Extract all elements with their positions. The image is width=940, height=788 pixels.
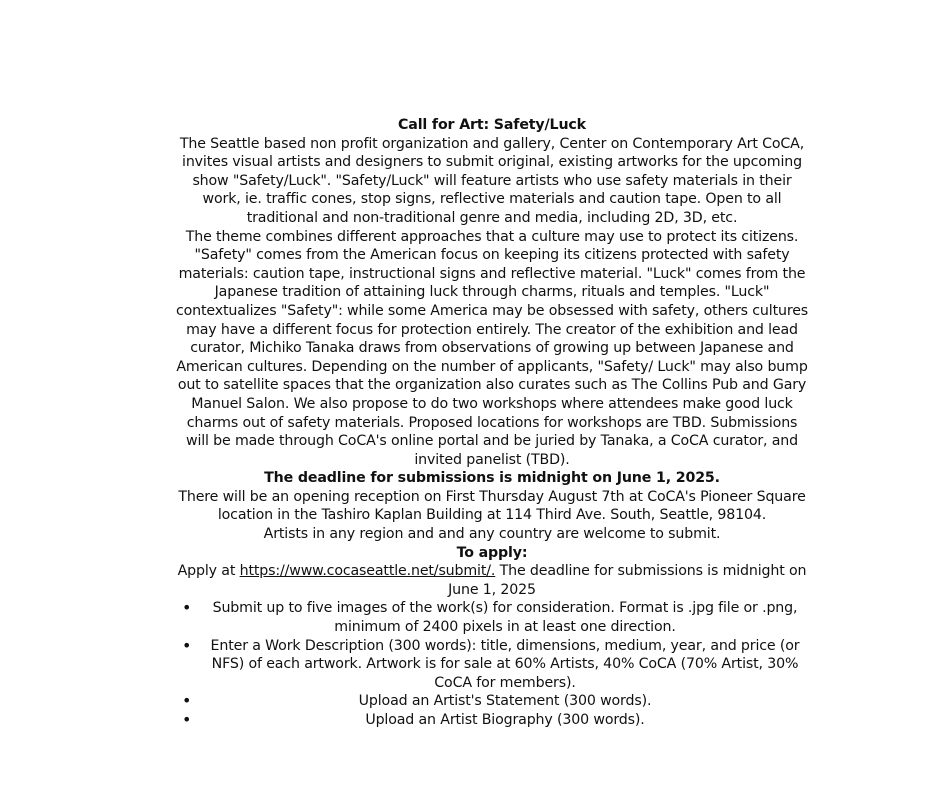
requirement-item-images: • Submit up to five images of the work(s) for consideration. Format is .jpg file or .png, minimum of 2400 pixels in at least one direction. — [174, 599, 810, 636]
call-for-art-document — [174, 116, 810, 730]
apply-paragraph — [174, 562, 810, 599]
requirement-item-statement: • Upload an Artist's Statement (300 words). — [174, 692, 810, 711]
requirement-item-biography: • Upload an Artist Biography (300 words). — [174, 711, 810, 730]
theme-paragraph: The theme combines different approaches that a culture may use to protect its citizens. "Safety" comes from the American focus on keeping its citizens protected with safety materials: caution tape, instructional signs and reflective material. "Luck" comes from the Japanese tradition of attaining luck through charms, rituals and temples. "Luck" contextualizes "Safety": while some America may be obsessed with safety, others cultures may have a different focus for protection entirely. The creator of the exhibition and lead curator, Michiko Tanaka draws from observations of growing up between Japanese and American cultures. Depending on the number of applicants, "Safety/ Luck" may also bump out to satellite spaces that the organization also curates such as The Collins Pub and Gary Manuel Salon. We also propose to do two workshops where attendees make good luck charms out of safety materials. Proposed locations for workshops are TBD. Submissions will be made through CoCA's online portal and be juried by Tanaka, a CoCA curator, and invited panelist (TBD). — [175, 228, 809, 468]
reception-paragraph: There will be an opening reception on First Thursday August 7th at CoCA's Pioneer Square location in the Tashiro Kaplan Building at 114 Third Ave. South, Seattle, 98104. — [178, 488, 806, 524]
submit-link[interactable]: https://www.cocaseattle.net/submit/. — [239, 563, 496, 580]
intro-paragraph: The Seattle based non profit organization and gallery, Center on Contemporary Art CoCA, invites visual artists and designers to submit original, existing artworks for the upcoming show "Safety/Luck". "Safety/Luck" will feature artists who use safety materials in their work, ie. traffic cones, stop signs, reflective materials and caution tape. Open to all traditional and non-traditional genre and media, including 2D, 3D, etc. — [179, 135, 805, 226]
apply-heading: To apply: — [456, 544, 528, 561]
document-title: Call for Art: Safety/Luck — [398, 117, 586, 133]
apply-prefix: Apply at — [177, 563, 240, 580]
requirements-list — [174, 599, 810, 729]
eligibility-paragraph: Artists in any region and and any country are welcome to submit. — [263, 526, 721, 543]
apply-suffix: The deadline for submissions is midnight on June 1, 2025 — [448, 563, 807, 598]
requirement-item-description: • Enter a Work Description (300 words): title, dimensions, medium, year, and price (or NFS) of each artwork. Artwork is for sale at 60% Artists, 40% CoCA (70% Artist, 30% CoCA for members). — [174, 637, 810, 693]
deadline-notice: The deadline for submissions is midnight on June 1, 2025. — [264, 470, 720, 487]
